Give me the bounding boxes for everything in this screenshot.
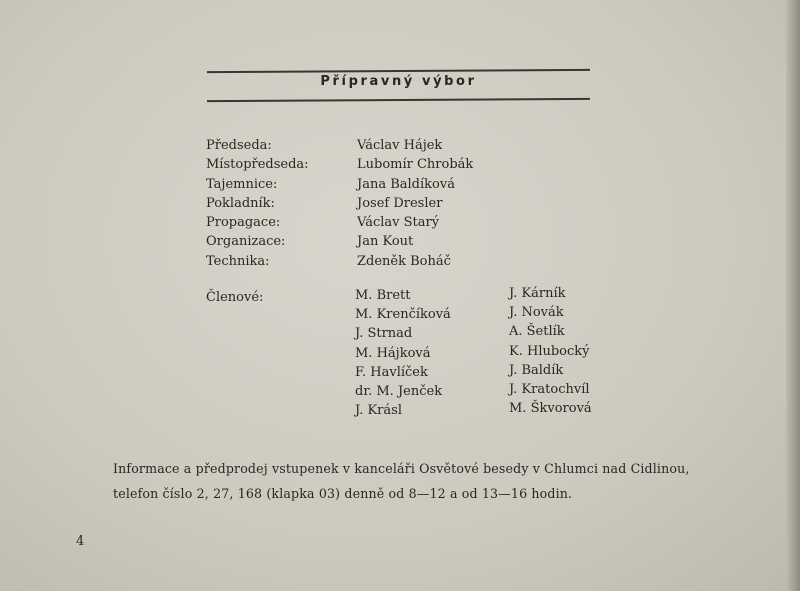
members-column-2 xyxy=(509,286,592,420)
member-name: F. Havlíček xyxy=(355,364,428,380)
role-row xyxy=(206,234,506,253)
role-name: Jana Baldíková xyxy=(357,176,455,192)
role-label: Technika: xyxy=(206,253,270,269)
role-row xyxy=(206,138,506,157)
role-label: Místopředseda: xyxy=(206,157,309,173)
member-name: J. Baldík xyxy=(509,362,564,378)
committee-title: Přípravný výbor xyxy=(320,74,477,89)
role-name: Zdeněk Boháč xyxy=(357,253,451,269)
title-rule-bottom xyxy=(207,98,590,102)
title-rule-top xyxy=(207,69,590,73)
members-label: Členové: xyxy=(206,290,264,305)
member-name: dr. M. Jenček xyxy=(355,383,443,399)
page-number: 4 xyxy=(76,534,85,549)
role-row xyxy=(206,177,506,196)
role-row xyxy=(206,196,506,215)
member-name: J. Strnad xyxy=(355,326,413,342)
member-name: K. Hlubocký xyxy=(509,343,590,359)
role-name: Václav Starý xyxy=(357,215,440,231)
role-label: Propagace: xyxy=(206,215,281,231)
role-row xyxy=(206,215,506,234)
role-label: Tajemnice: xyxy=(206,176,278,192)
member-name: J. Kratochvíl xyxy=(509,381,590,397)
page-edge-shadow xyxy=(786,0,800,591)
member-name: M. Brett xyxy=(355,288,411,303)
members-column-1 xyxy=(355,288,451,422)
member-name: J. Novák xyxy=(509,305,564,321)
role-name: Josef Dresler xyxy=(357,195,443,211)
info-paragraph xyxy=(113,456,723,506)
role-list xyxy=(206,138,506,273)
member-name: A. Šetlík xyxy=(509,324,565,340)
role-row xyxy=(206,254,506,273)
role-name: Jan Kout xyxy=(357,234,414,250)
member-name: M. Škvorová xyxy=(509,401,592,417)
member-name: J. Kárník xyxy=(509,286,566,301)
member-name: J. Krásl xyxy=(355,403,402,419)
role-label: Organizace: xyxy=(206,234,286,250)
member-name: M. Krenčíková xyxy=(355,307,451,323)
member-name: M. Hájková xyxy=(355,345,431,361)
role-name: Lubomír Chrobák xyxy=(357,157,474,173)
role-label: Předseda: xyxy=(206,138,272,153)
info-line-2: telefon číslo 2, 27, 168 (klapka 03) denně od 8—12 a od 13—16 hodin. xyxy=(113,486,573,501)
info-line-1: Informace a předprodej vstupenek v kanceláři Osvětové besedy v Chlumci nad Cidlinou, xyxy=(113,461,690,476)
role-name: Václav Hájek xyxy=(357,138,443,153)
role-label: Pokladník: xyxy=(206,195,275,211)
role-row xyxy=(206,157,506,176)
